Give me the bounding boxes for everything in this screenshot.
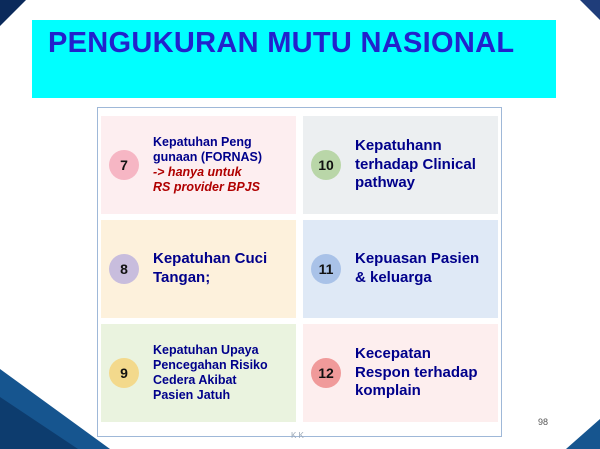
status-badge: 7	[109, 150, 139, 180]
item-text-container	[147, 324, 296, 422]
decorative-corner-bottom-right	[566, 419, 600, 449]
item-text	[355, 137, 476, 194]
item-line: Kepatuhan Upaya	[153, 342, 259, 357]
list-item	[300, 217, 502, 321]
badge-container	[303, 220, 349, 318]
item-text	[153, 250, 267, 288]
status-badge: 10	[311, 150, 341, 180]
item-line: Tangan;	[153, 269, 211, 286]
decorative-corner-bottom-left-inner	[0, 397, 78, 449]
item-line: Pencegahan Risiko	[153, 357, 268, 372]
item-line: & keluarga	[355, 269, 432, 286]
badge-container	[101, 220, 147, 318]
item-line: Respon terhadap	[355, 363, 478, 381]
badge-container	[101, 116, 147, 214]
item-text	[355, 345, 478, 402]
content-frame	[97, 107, 502, 437]
list-item	[98, 113, 300, 217]
item-line: Kepatuhann	[355, 136, 442, 154]
item-line: Cedera Akibat	[153, 373, 237, 387]
title-banner	[32, 20, 556, 98]
item-accent-line: RS provider BPJS	[153, 180, 260, 195]
badge-container	[303, 324, 349, 422]
item-text	[153, 135, 262, 196]
page-title: PENGUKURAN MUTU NASIONAL	[48, 27, 515, 59]
item-text	[153, 343, 268, 404]
item-line: Kecepatan	[355, 344, 431, 362]
decorative-corner-top-right	[580, 0, 600, 20]
item-text	[355, 250, 479, 288]
status-badge: 12	[311, 358, 341, 388]
item-text-container	[349, 220, 498, 318]
item-line: Pasien Jatuh	[153, 388, 231, 403]
item-accent-line: -> hanya untuk	[153, 165, 242, 179]
item-line: pathway	[355, 174, 416, 192]
item-text-container	[349, 116, 498, 214]
status-badge: 11	[311, 254, 341, 284]
list-item	[98, 217, 300, 321]
item-text-container	[349, 324, 498, 422]
list-item	[98, 321, 300, 425]
item-line: Kepatuhan Peng	[153, 134, 252, 149]
item-text-container	[147, 116, 296, 214]
item-line: komplain	[355, 382, 421, 400]
status-badge: 9	[109, 358, 139, 388]
item-line: Kepatuhan Cuci	[153, 250, 268, 268]
badge-container	[101, 324, 147, 422]
item-text-container	[147, 220, 296, 318]
list-item	[300, 321, 502, 425]
footer-marks: K K	[291, 431, 304, 441]
badge-container	[303, 116, 349, 214]
list-item	[300, 113, 502, 217]
indicator-grid	[98, 113, 503, 425]
decorative-corner-top-left	[0, 0, 26, 26]
item-line: Kepuasan Pasien	[355, 250, 480, 268]
page-number: 98	[537, 417, 548, 427]
item-line: gunaan (FORNAS)	[153, 149, 263, 164]
item-line: terhadap Clinical	[355, 155, 476, 173]
status-badge: 8	[109, 254, 139, 284]
